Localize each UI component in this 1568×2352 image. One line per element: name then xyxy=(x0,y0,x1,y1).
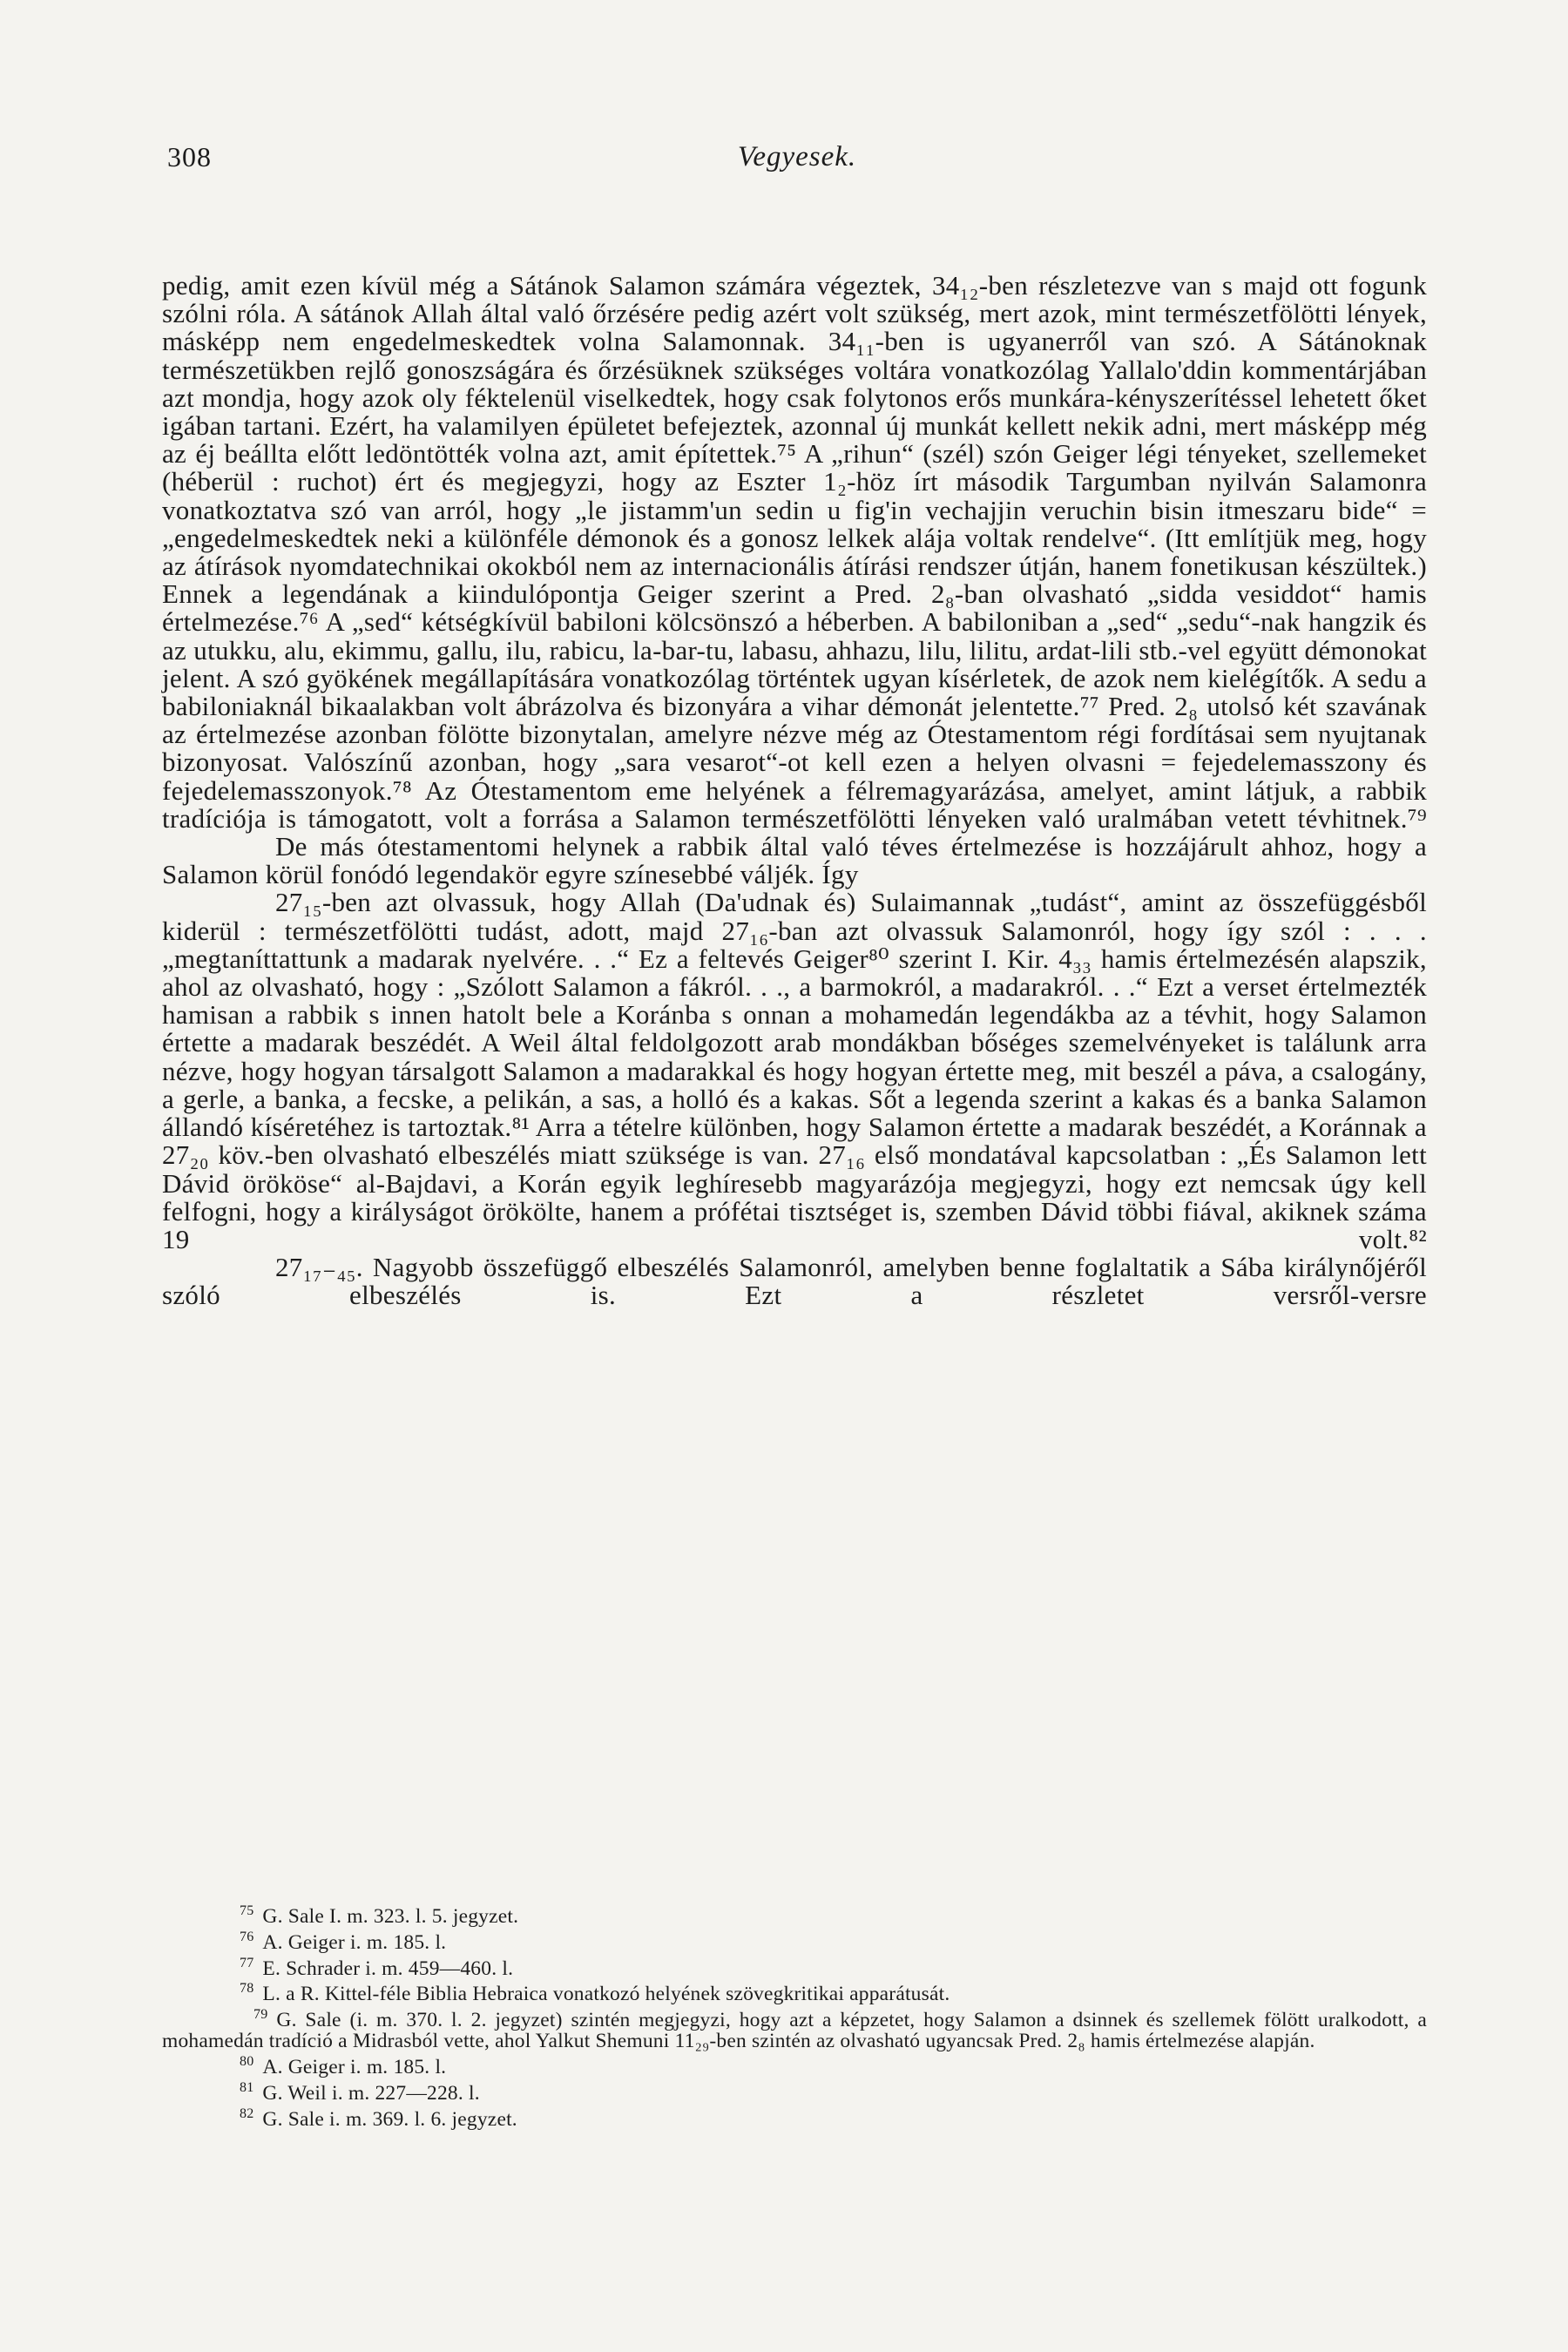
main-text xyxy=(162,272,1427,1310)
footnote-mark: 75 xyxy=(240,1903,254,1918)
footnote-text: G. Sale i. m. 369. l. 6. jegyzet. xyxy=(262,2107,517,2131)
footnote-mark: 77 xyxy=(240,1955,254,1970)
paragraph: 27₁₇₋₄₅. Nagyobb összefüggő elbeszélés Salamonról, amelyben benne foglaltatik a Sába királynőjéről szóló elbeszélés is. Ezt a részletet versről-versre xyxy=(162,1252,1427,1311)
paragraph: pedig, amit ezen kívül még a Sátánok Salamon számára végeztek, 34₁₂-ben részletezve van s majd ott fogunk szólni róla. A sátánok Allah által való őrzésére pedig azért volt szükség, mert azok, mint természetfölötti lények, másképp nem engedelmeskedtek volna Salamonnak. 34₁₁-ben is ugyanerről van szó. A Sátánoknak természetükben rejlő gonoszságára és őrzésüknek szükséges voltára vonatkozólag Yallalo'ddin kommentárjában azt mondja, hogy azok oly féktelenül viselkedtek, hogy csak folytonos erős munkára-kényszerítéssel lehetett őket igában tartani. Ezért, ha valamilyen épületet befejeztek, azonnal új munkát kellett nekik adni, mert másképp még az éj beállta előtt ledöntötték volna azt, amit építettek.⁷⁵ A „rihun“ (szél) szón Geiger légi tényeket, szellemeket (héberül : ruchot) ért és megjegyzi, hogy az Eszter 1₂-höz írt második Targumban nyilván Salamonra vonatkoztatva szó van arról, hogy „le jistamm'un sedin u fig'in vechajjin veruchin bisin itmeszaru bide“ = „engedelmeskedtek neki a különféle démonok és a gonosz lelkek alája voltak rendelve“. (Itt említjük meg, hogy az átírások nyomdatechnikai okokból nem az internacionális átírási rendszer útján, hanem fonetikusan készültek.) Ennek a legendának a kiindulópontja Geiger szerint a Pred. 2₈-ban olvasható „sidda vesiddot“ hamis értelmezése.⁷⁶ A „sed“ kétségkívül babiloni kölcsönszó a héberben. A babiloniban a „sed“ „sedu“-nak hangzik és az utukku, alu, ekimmu, gallu, ilu, rabicu, la-bar-tu, labasu, ahhazu, lilu, lilitu, ardat-lili stb.-vel együtt démonokat jelent. A szó gyökének megállapítására vonatkozólag történtek ugyan kísérletek, de azok nem kielégítők. A sedu a babiloniaknál bikaalakban volt ábrázolva és bizonyára a vihar démonát jelentette.⁷⁷ Pred. 2₈ utolsó két szavának az értelmezése azonban fölötte bizonytalan, amelyre nézve még az Ótestamentom régi fordításai sem nyujtanak bizonyosat. Valószínű azonban, hogy „sara vesarot“-ot kell ezen a helyen olvasni = fejedelemasszony és fejedelemasszonyok.⁷⁸ Az Ótestamentom eme helyének a félremagyarázása, amelyet, amint látjuk, a rabbik tradíciója is támogatott, volt a forrása a Salamon természetfölötti lényeken való uralmában vetett tévhitnek.⁷⁹ xyxy=(162,270,1427,834)
footnote-mark: 78 xyxy=(240,1981,254,1997)
footnote-text: A. Geiger i. m. 185. l. xyxy=(262,1930,447,1954)
footnote-mark: 82 xyxy=(240,2105,254,2121)
footnote xyxy=(162,2004,1427,2051)
footnote xyxy=(162,1978,1427,2004)
footnote-mark: 80 xyxy=(240,2054,254,2070)
page-number: 308 xyxy=(167,141,212,172)
footnote-text: G. Sale (i. m. 370. l. 2. jegyzet) szintén megjegyzi, hogy azt a képzetet, hogy Salamon a dsinnek és szellemek fölött uralkodott, a mohamedán tradíció a Midrasból vette, ahol Yalkut Shemuni 11₂₉-ben szintén az olvasható ugyancsak Pred. 2₈ hamis értelmezése alapján. xyxy=(162,2009,1427,2053)
footnote xyxy=(162,2104,1427,2130)
footnote-mark: 81 xyxy=(240,2079,254,2095)
footnotes xyxy=(162,1901,1427,2130)
footnote-text: G. Sale I. m. 323. l. 5. jegyzet. xyxy=(262,1904,519,1928)
footnote-text: G. Weil i. m. 227—228. l. xyxy=(262,2081,480,2105)
page-header xyxy=(167,141,1427,179)
footnote-text: L. a R. Kittel-féle Biblia Hebraica vonatkozó helyének szövegkritikai apparátusát. xyxy=(262,1983,950,2006)
footnote-text: A. Geiger i. m. 185. l. xyxy=(262,2055,447,2078)
footnote xyxy=(162,2078,1427,2104)
footnote-mark: 76 xyxy=(240,1929,254,1944)
footnote-text: E. Schrader i. m. 459—460. l. xyxy=(262,1957,514,1980)
paragraph: 27₁₅-ben azt olvassuk, hogy Allah (Da'udnak és) Sulaimannak „tudást“, amint az összefüggésből kiderül : természetfölötti tudást, adott, majd 27₁₆-ban azt olvassuk Salamonról, hogy így szól : . . . „megtaníttattunk a madarak nyelvére. . .“ Ez a feltevés Geiger⁸⁰ szerint I. Kir. 4₃₃ hamis értelmezésén alapszik, ahol az olvasható, hogy : „Szólott Salamon a fákról. . ., a barmokról, a madarakról. . .“ Ezt a verset értelmezték hamisan a rabbik s innen hatolt bele a Koránba s onnan a mohamedán legendákba az a tévhit, hogy Salamon értette a madarak beszédét. A Weil által feldolgozott arab mondákban bőséges szemelvényeket is találunk arra nézve, hogy hogyan társalgott Salamon a madarakkal és hogy hogyan értette meg, mit beszél a páva, a csalogány, a gerle, a banka, a fecske, a pelikán, a sas, a holló és a kakas. Sőt a legenda szerint a kakas és a banka Salamon állandó kíséretéhez is tartoztak.⁸¹ Arra a tételre különben, hogy Salamon értette a madarak beszédét, a Koránnak a 27₂₀ köv.-ben olvasható elbeszélés miatt szüksége is van. 27₁₆ első mondatával kapcsolatban : „És Salamon lett Dávid örököse“ al-Bajdavi, a Korán egyik leghíresebb magyarázója megjegyzi, hogy ezt nemcsak úgy kell felfogni, hogy a királyságot örökölte, hanem a prófétai tisztséget is, szemben Dávid többi fiával, akiknek száma 19 volt.⁸² xyxy=(162,887,1427,1254)
paragraph: De más ótestamentomi helynek a rabbik által való téves értelmezése is hozzájárult ahhoz, hogy a Salamon körül fonódó legendakör egyre színesebbé váljék. Így xyxy=(162,831,1427,890)
footnote-mark: 79 xyxy=(253,2007,268,2023)
footnote xyxy=(162,1927,1427,1953)
footnote xyxy=(162,1953,1427,1979)
footnote xyxy=(162,2051,1427,2078)
footnote xyxy=(162,1901,1427,1927)
running-title: Vegyesek. xyxy=(737,141,857,172)
